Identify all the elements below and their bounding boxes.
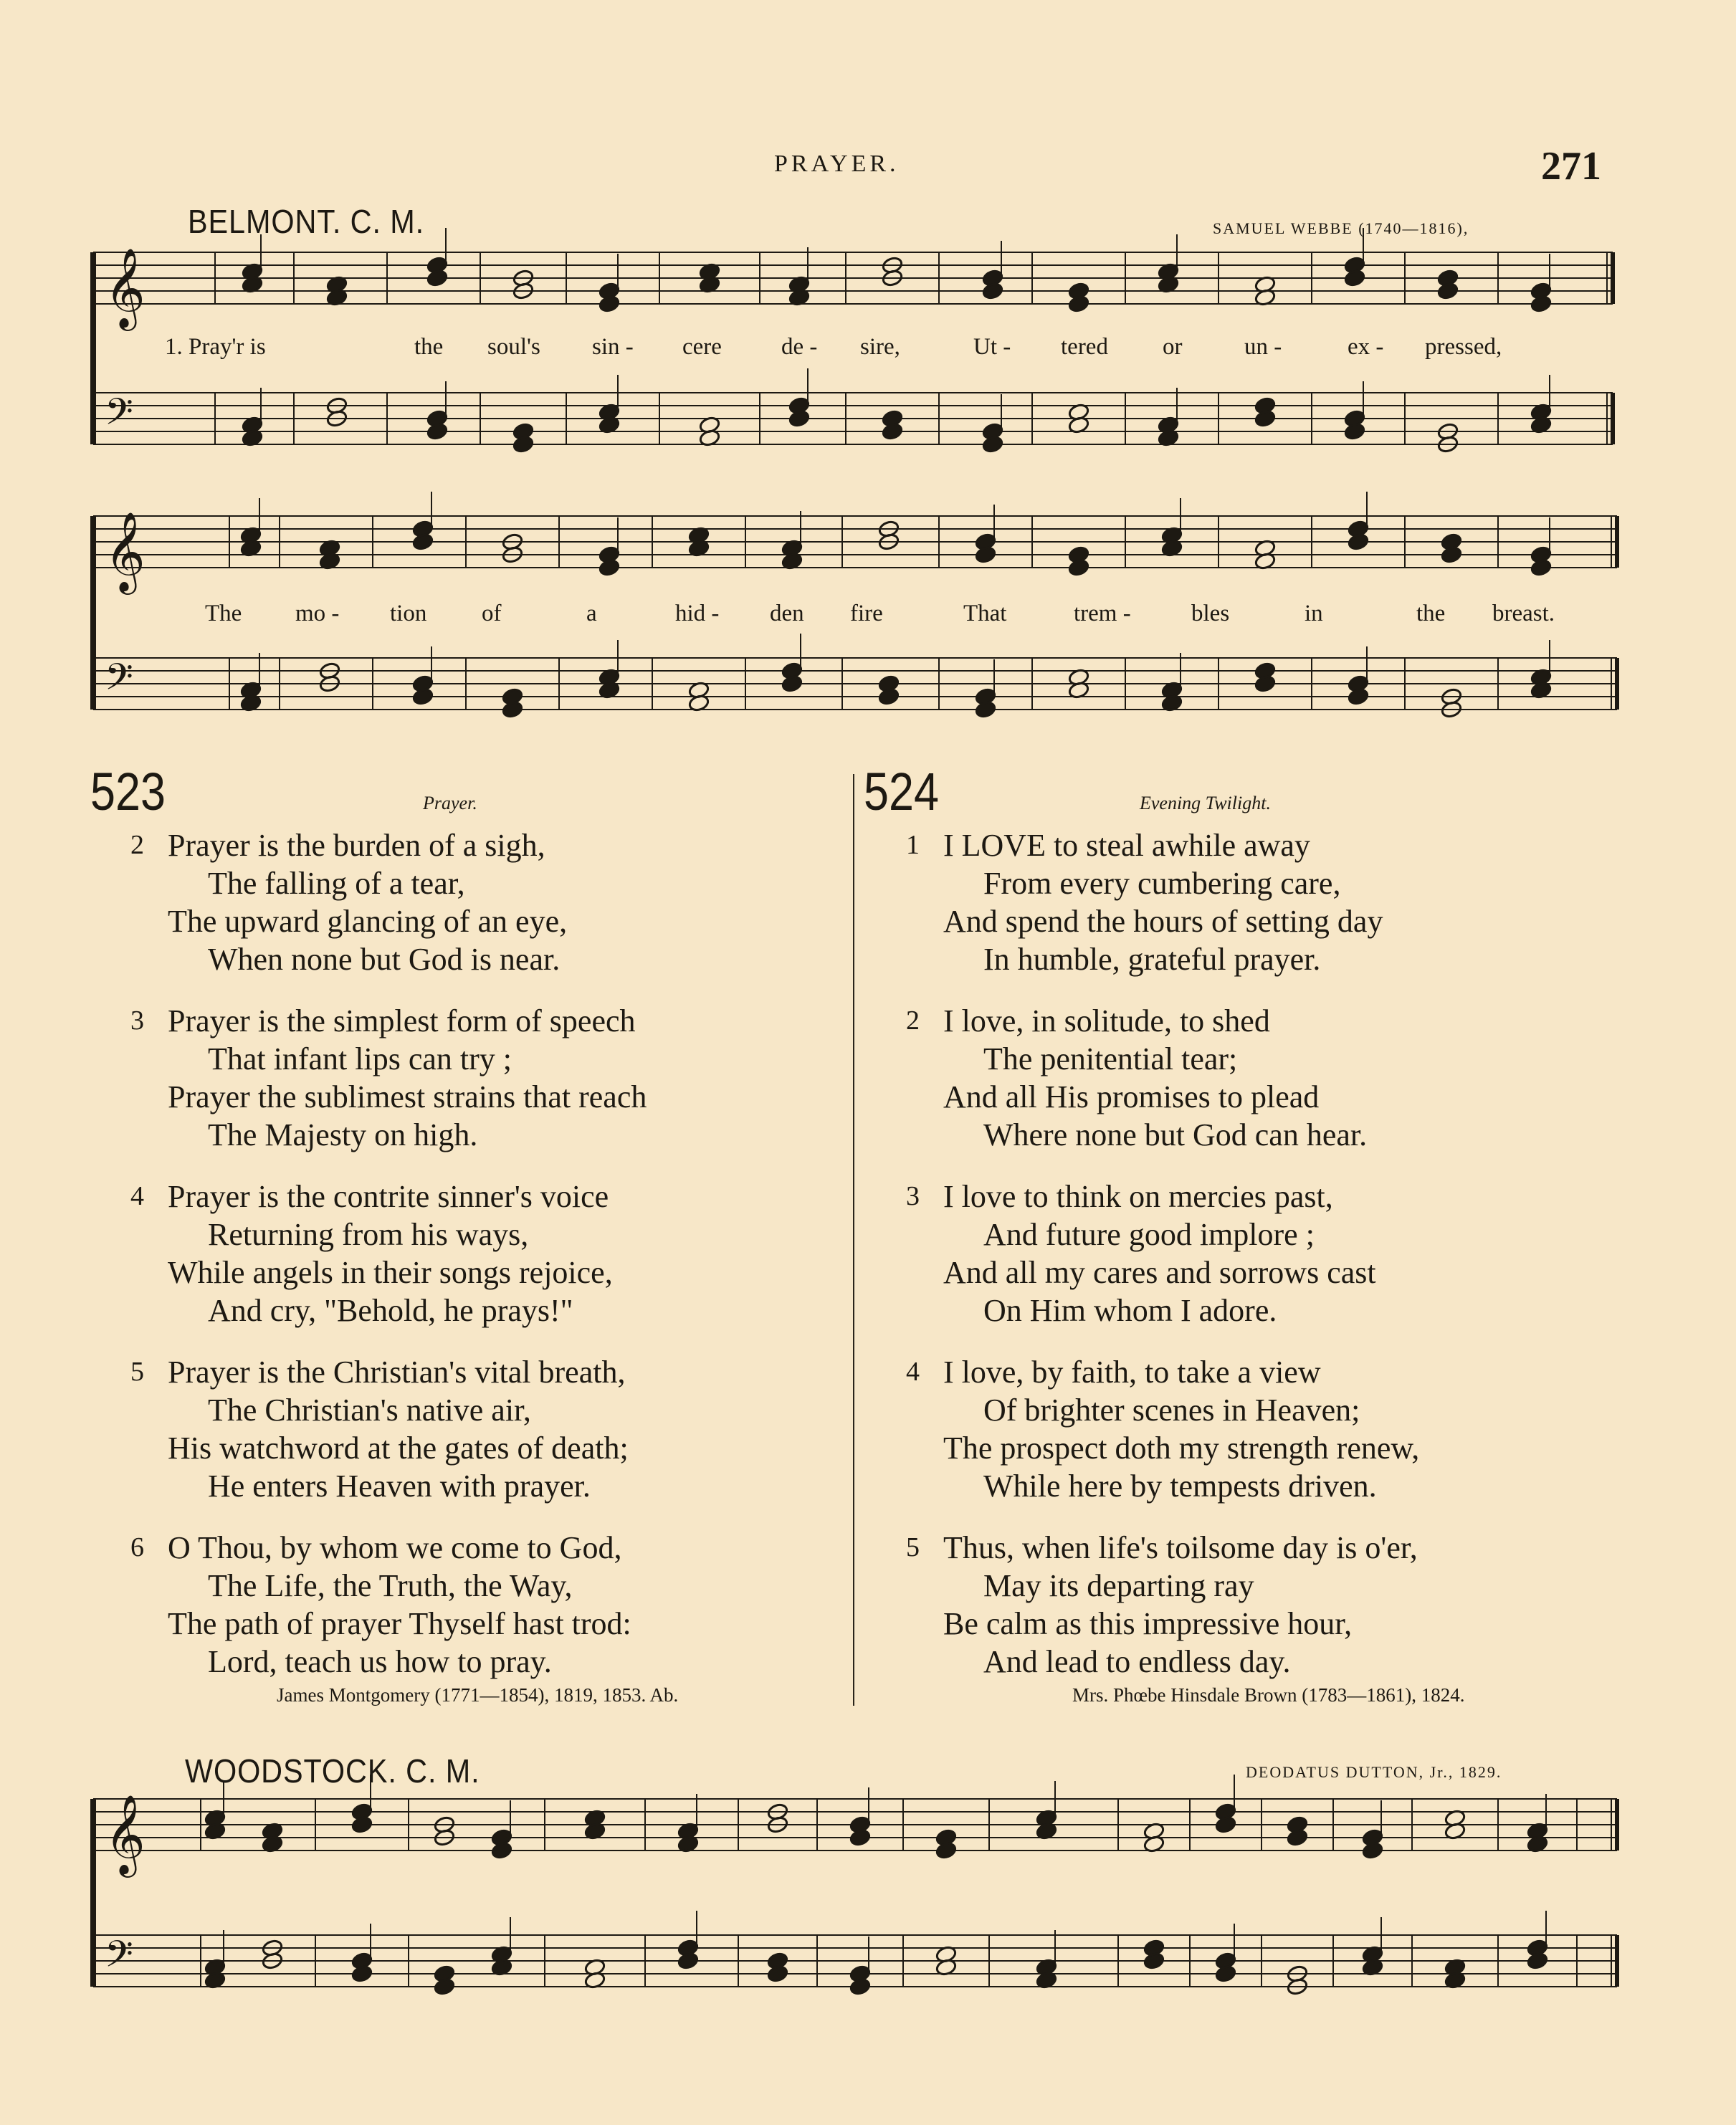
verse-line: Where none but God can hear. <box>983 1117 1368 1152</box>
note-head <box>491 1841 513 1860</box>
verse-line: The penitential tear; <box>983 1041 1238 1076</box>
verse-line: While angels in their songs rejoice, <box>168 1255 613 1290</box>
note-head <box>1215 1964 1237 1983</box>
verse-line: And all my cares and sorrows cast <box>943 1255 1376 1290</box>
verse-line: The upward glancing of an eye, <box>168 904 568 939</box>
note-head <box>1068 558 1090 577</box>
lyric-syllable: mo - <box>295 601 340 626</box>
hymn-523-verse-2 <box>130 826 568 978</box>
note-head <box>1348 687 1370 706</box>
verse-line: And cry, "Behold, he prays!" <box>208 1293 573 1328</box>
verse-line: The path of prayer Thyself hast trod: <box>168 1606 631 1641</box>
note-head <box>982 435 1004 454</box>
hymn-524-title: Evening Twilight. <box>1140 793 1271 813</box>
hymn-523-credit: James Montgomery (1771—1854), 1819, 1853. Ab. <box>277 1684 679 1706</box>
note-head <box>788 409 811 428</box>
verse-line: The Life, the Truth, the Way, <box>208 1568 573 1603</box>
note-head <box>351 1815 373 1834</box>
verse-line: May its departing ray <box>983 1568 1254 1603</box>
verse-line: From every cumbering care, <box>983 866 1341 901</box>
page-number: 271 <box>1541 144 1601 188</box>
lyric-syllable: bles <box>1191 601 1230 626</box>
verse-line: Returning from his ways, <box>208 1217 529 1252</box>
lyric-syllable: un - <box>1244 334 1282 360</box>
lyric-syllable: That <box>963 601 1007 626</box>
hymn-523-verse-5 <box>130 1353 629 1505</box>
note-head <box>1215 1815 1237 1834</box>
note-head <box>598 558 621 577</box>
verse-line: Of brighter scenes in Heaven; <box>983 1393 1360 1428</box>
note-head <box>975 545 997 564</box>
verse-number: 6 <box>130 1532 144 1562</box>
verse-line: I love, in solitude, to shed <box>943 1003 1270 1038</box>
lyric-syllable: a <box>586 601 597 626</box>
lyric-syllable: hid - <box>675 601 720 626</box>
lyric-syllable: soul's <box>487 334 540 360</box>
hymn-524-credit: Mrs. Phœbe Hinsdale Brown (1783—1861), 1824. <box>1072 1684 1465 1706</box>
column-divider <box>853 774 854 1706</box>
note-head <box>1530 558 1553 577</box>
hymn-524-verse-3 <box>906 1178 1376 1329</box>
note-head <box>1348 533 1370 551</box>
hymn-523-verse-4 <box>130 1178 613 1329</box>
verse-number: 2 <box>130 830 144 860</box>
note-head <box>878 687 900 706</box>
note-head <box>512 435 535 454</box>
note-head <box>1287 1828 1309 1847</box>
lyric-syllable: trem - <box>1074 601 1131 626</box>
verse-number: 2 <box>906 1006 920 1036</box>
note-head <box>767 1964 789 1983</box>
lyric-syllable: fire <box>850 601 883 626</box>
hymn-524-verse-2 <box>906 1002 1368 1154</box>
verse-line: The prospect doth my strength renew, <box>943 1431 1420 1466</box>
verse-line: That infant lips can try ; <box>208 1041 512 1076</box>
note-head <box>1530 295 1553 313</box>
note-head <box>1437 282 1459 300</box>
verse-line: On Him whom I adore. <box>983 1293 1277 1328</box>
verse-line: Lord, teach us how to pray. <box>208 1644 552 1679</box>
verse-line: I LOVE to steal awhile away <box>943 828 1310 863</box>
verse-number: 1 <box>906 830 920 860</box>
verse-line: Prayer is the contrite sinner's voice <box>168 1179 609 1214</box>
hymn-523-verse-6 <box>130 1529 631 1681</box>
lyric-syllable: ex - <box>1348 334 1384 360</box>
woodstock-title: WOODSTOCK. C. M. <box>185 1752 480 1790</box>
lyric-syllable: or <box>1163 334 1183 360</box>
verse-line: Be calm as this impressive hour, <box>943 1606 1353 1641</box>
lyric-syllable: 1. Pray'r is <box>165 334 266 360</box>
belmont-title: BELMONT. C. M. <box>188 203 425 240</box>
lyric-syllable: in <box>1305 601 1323 626</box>
note-head <box>1344 422 1366 441</box>
lyric-syllable: den <box>770 601 804 626</box>
verse-number: 5 <box>906 1532 920 1562</box>
note-head <box>1527 1952 1549 1970</box>
verse-line: He enters Heaven with prayer. <box>208 1469 591 1504</box>
note-head <box>975 700 997 719</box>
hymn-523-verse-3 <box>130 1002 647 1154</box>
note-head <box>426 269 449 287</box>
verse-line: Prayer the sublimest strains that reach <box>168 1079 647 1114</box>
note-head <box>426 422 449 441</box>
bass-clef: 𝄢 <box>105 655 133 707</box>
treble-clef: 𝄞 <box>105 1794 146 1874</box>
running-head: PRAYER. <box>774 151 900 177</box>
lyric-syllable: the <box>1416 601 1446 626</box>
note-head <box>849 1977 872 1996</box>
lyric-syllable: de - <box>781 334 818 360</box>
belmont-composer: SAMUEL WEBBE (1740—1816), <box>1213 219 1469 237</box>
note-head <box>1254 674 1277 693</box>
verse-line: His watchword at the gates of death; <box>168 1431 629 1466</box>
verse-line: And lead to endless day. <box>983 1644 1291 1679</box>
note-head <box>351 1964 373 1983</box>
verse-line: And spend the hours of setting day <box>943 904 1383 939</box>
hymn-524-verse-1 <box>906 826 1383 978</box>
lyric-syllable: Ut - <box>973 334 1011 360</box>
note-head <box>412 687 434 706</box>
verse-line: Thus, when life's toilsome day is o'er, <box>943 1530 1418 1565</box>
verse-number: 4 <box>130 1181 144 1211</box>
lyric-syllable: of <box>482 601 502 626</box>
note-head <box>1362 1841 1384 1860</box>
hymn-524-number: 524 <box>864 762 939 821</box>
verse-line: The Christian's native air, <box>208 1393 531 1428</box>
note-head <box>434 1977 456 1996</box>
bass-clef: 𝄢 <box>105 1932 133 1985</box>
verse-line: The falling of a tear, <box>208 866 465 901</box>
note-head <box>1068 295 1090 313</box>
treble-clef: 𝄞 <box>105 247 146 328</box>
lyric-syllable: the <box>414 334 444 360</box>
verse-line: I love, by faith, to take a view <box>943 1355 1321 1390</box>
verse-line: And future good implore ; <box>983 1217 1315 1252</box>
note-head <box>502 700 524 719</box>
verse-line: O Thou, by whom we come to God, <box>168 1530 622 1565</box>
lyric-syllable: cere <box>682 334 722 360</box>
verse-line: The Majesty on high. <box>208 1117 478 1152</box>
woodstock-composer: DEODATUS DUTTON, Jr., 1829. <box>1246 1763 1502 1781</box>
verse-line: I love to think on mercies past, <box>943 1179 1333 1214</box>
verse-number: 5 <box>130 1357 144 1387</box>
lyric-syllable: tered <box>1061 334 1108 360</box>
lyric-syllable: breast. <box>1492 601 1555 626</box>
verse-line: Prayer is the simplest form of speech <box>168 1003 636 1038</box>
verse-line: While here by tempests driven. <box>983 1469 1377 1504</box>
verse-line: Prayer is the burden of a sigh, <box>168 828 545 863</box>
lyric-syllable: sin - <box>592 334 634 360</box>
note-head <box>882 422 904 441</box>
note-head <box>781 674 803 693</box>
note-head <box>412 533 434 551</box>
lyric-syllable: sire, <box>860 334 900 360</box>
verse-number: 3 <box>906 1181 920 1211</box>
verse-line: In humble, grateful prayer. <box>983 942 1321 977</box>
verse-line: And all His promises to plead <box>943 1079 1320 1114</box>
verse-number: 3 <box>130 1006 144 1036</box>
note-head <box>982 282 1004 300</box>
lyric-syllable: tion <box>390 601 427 626</box>
bass-clef: 𝄢 <box>105 390 133 442</box>
hymn-523-title: Prayer. <box>423 793 477 813</box>
note-head <box>935 1841 958 1860</box>
note-head <box>1441 545 1463 564</box>
verse-number: 4 <box>906 1357 920 1387</box>
hymn-523-number: 523 <box>90 762 166 821</box>
lyric-syllable: pressed, <box>1425 334 1502 360</box>
note-head <box>849 1828 872 1847</box>
note-head <box>598 295 621 313</box>
treble-clef: 𝄞 <box>105 511 146 591</box>
verse-line: When none but God is near. <box>208 942 561 977</box>
hymn-524-verse-5 <box>906 1529 1418 1681</box>
hymn-524-verse-4 <box>906 1353 1420 1505</box>
lyric-syllable: The <box>205 601 242 626</box>
note-head <box>1254 409 1277 428</box>
note-head <box>1344 269 1366 287</box>
note-head <box>1143 1952 1165 1970</box>
verse-line: Prayer is the Christian's vital breath, <box>168 1355 626 1390</box>
note-head <box>677 1952 700 1970</box>
